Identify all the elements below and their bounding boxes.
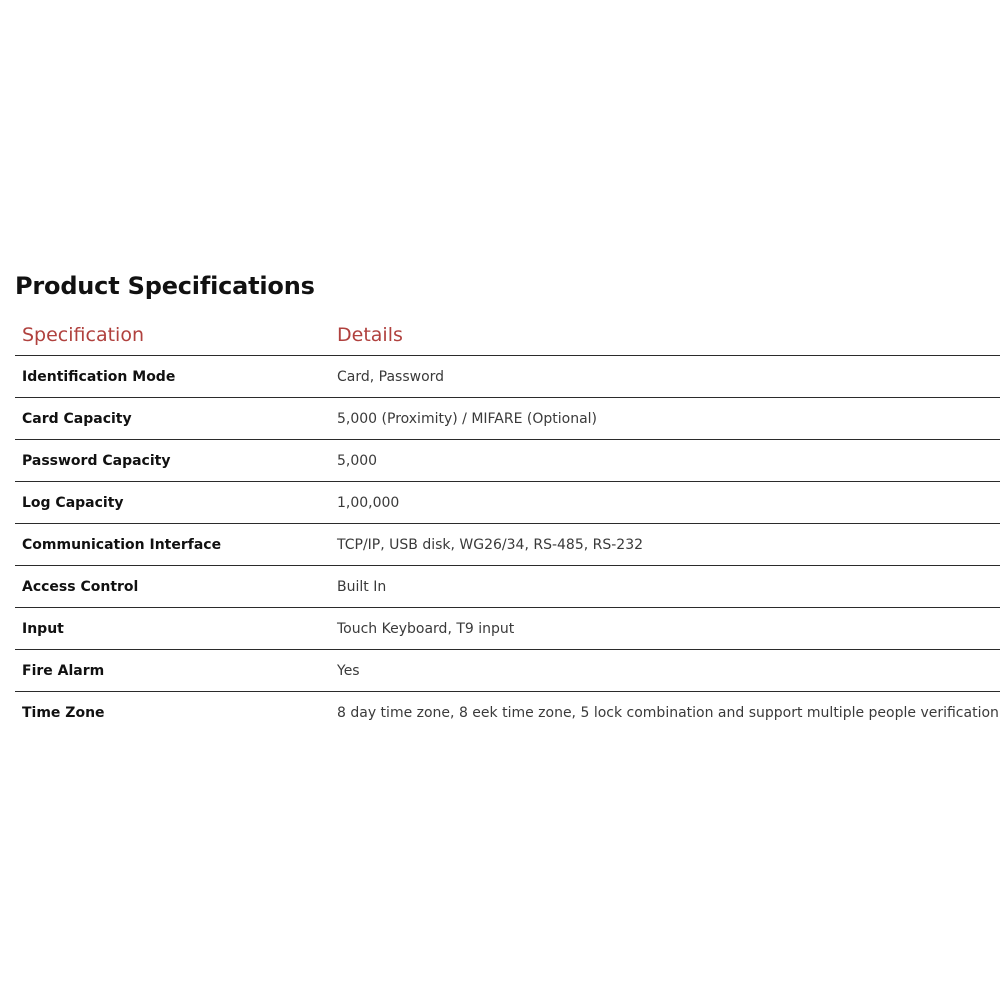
column-header-details: Details (330, 314, 1000, 356)
table-row (15, 566, 1000, 608)
table-row (15, 356, 1000, 398)
spec-name: Access Control (15, 566, 330, 608)
spec-name: Input (15, 608, 330, 650)
spec-name: Time Zone (22, 704, 105, 721)
column-header-specification: Specification (15, 314, 330, 356)
table-row (15, 608, 1000, 650)
spec-detail: 8 day time zone, 8 eek time zone, 5 lock combination and support multiple people verification (337, 704, 999, 721)
specifications-table (15, 314, 1000, 733)
table-row (15, 524, 1000, 566)
table-row (15, 692, 1000, 734)
spec-name: Identification Mode (15, 356, 330, 398)
spec-name: Password Capacity (15, 440, 330, 482)
table-row (15, 398, 1000, 440)
spec-detail: TCP/IP, USB disk, WG26/34, RS-485, RS-232 (330, 524, 1000, 566)
table-header-row (15, 314, 1000, 356)
table-row (15, 440, 1000, 482)
spec-name: Fire Alarm (15, 650, 330, 692)
spec-detail: Touch Keyboard, T9 input (330, 608, 1000, 650)
table-row (15, 650, 1000, 692)
spec-detail: Built In (330, 566, 1000, 608)
spec-detail: Yes (330, 650, 1000, 692)
spec-detail: 1,00,000 (330, 482, 1000, 524)
page-title: Product Specifications (15, 272, 315, 300)
spec-name: Communication Interface (15, 524, 330, 566)
spec-detail: 5,000 (Proximity) / MIFARE (Optional) (330, 398, 1000, 440)
table-row (15, 482, 1000, 524)
spec-name: Log Capacity (15, 482, 330, 524)
spec-name: Card Capacity (15, 398, 330, 440)
spec-detail: Card, Password (330, 356, 1000, 398)
spec-detail: 5,000 (330, 440, 1000, 482)
